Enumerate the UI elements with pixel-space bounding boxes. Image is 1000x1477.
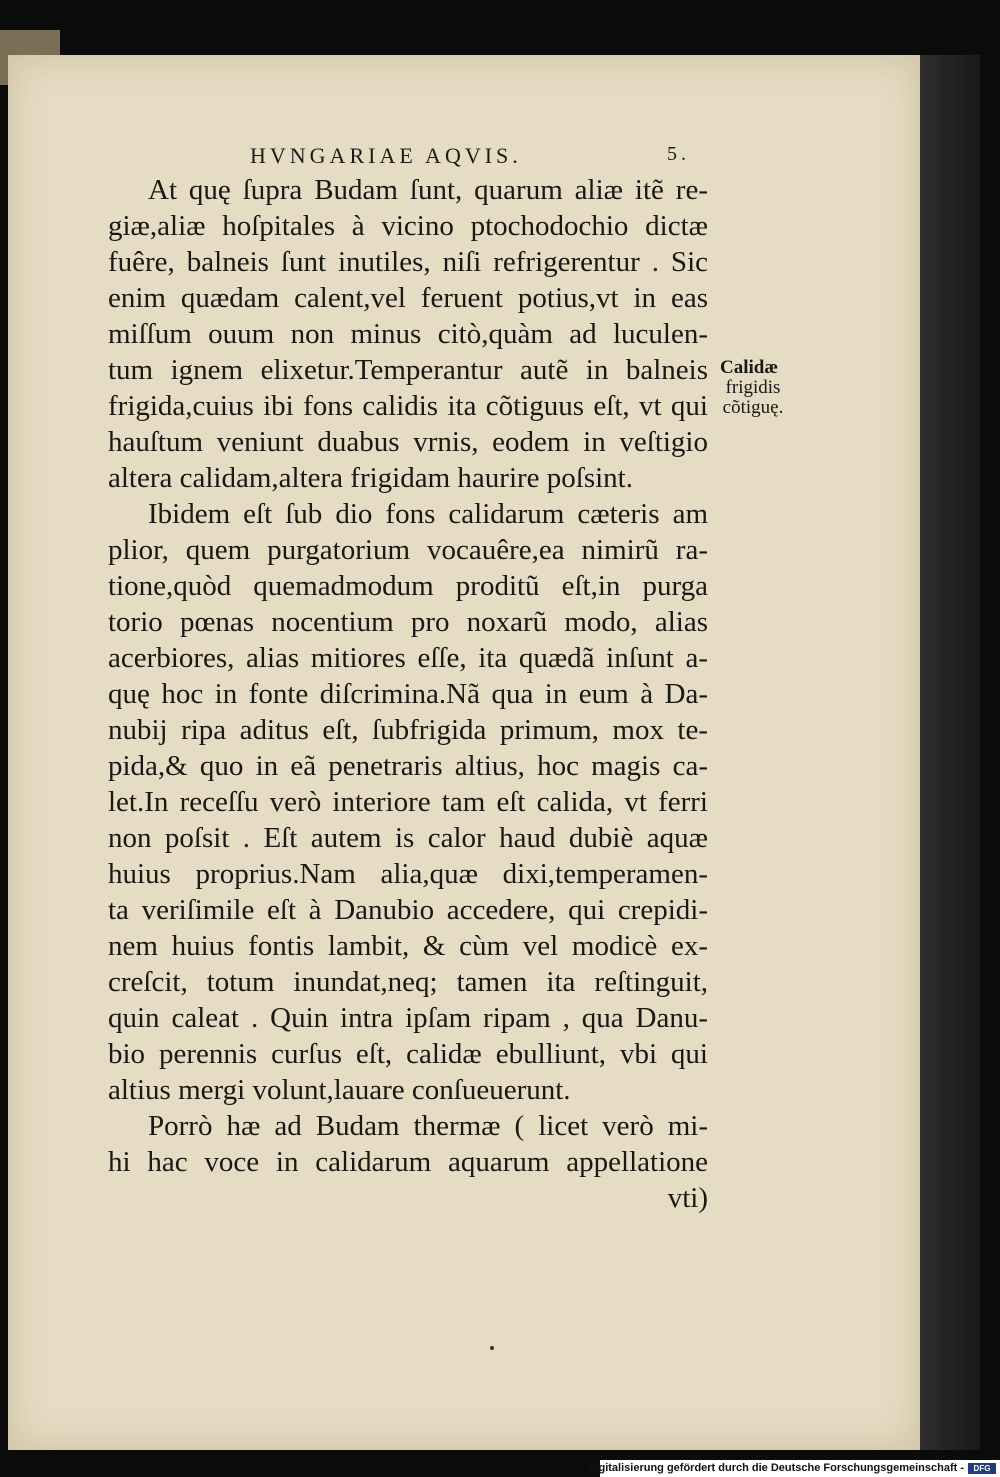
- text-line: torio pœnas nocentium pro noxarũ modo, alias: [108, 606, 708, 638]
- body-text: [108, 172, 708, 1216]
- text-line: Porrò hæ ad Budam thermæ ( licet verò mi-: [148, 1110, 708, 1142]
- text-line: altera calidam,altera frigidam haurire poſsint.: [108, 462, 633, 494]
- marginal-note: [708, 358, 798, 418]
- text-line: giæ,aliæ hoſpitales à vicino ptochodochio dictæ: [108, 210, 708, 242]
- text-line: plior, quem purgatorium vocauêre,ea nimirũ ra-: [108, 534, 708, 566]
- text-line: hi hac voce in calidarum aquarum appellatione: [108, 1146, 708, 1178]
- text-line: enim quædam calent,vel feruent potius,vt in eas: [108, 282, 708, 314]
- digitization-footer: [587, 1460, 1000, 1477]
- text-line: quę hoc in fonte diſcrimina.Nã qua in eum à Da-: [108, 678, 708, 710]
- page-edge-shadow: [920, 55, 980, 1450]
- text-line: frigida,cuius ibi fons calidis ita cõtiguus eſt, vt qui: [108, 390, 708, 422]
- text-line: tione,quòd quemadmodum proditũ eſt,in purga: [108, 570, 708, 602]
- text-line: quin caleat . Quin intra ipſam ripam , qua Danu-: [108, 1002, 708, 1034]
- text-line: hauſtum veniunt duabus vrnis, eodem in veſtigio: [108, 426, 708, 458]
- marginal-line: frigidis: [725, 377, 781, 398]
- text-line: acerbiores, alias mitiores eſſe, ita quædã inſunt a-: [108, 642, 708, 674]
- page-header: [250, 143, 690, 173]
- running-title: HVNGARIAE AQVIS.: [250, 143, 522, 168]
- text-line: nubij ripa aditus eſt, ſubfrigida primum, mox te-: [108, 714, 708, 746]
- text-line: creſcit, totum inundat,neq; tamen ita reſtinguit,: [108, 966, 708, 998]
- marginal-line: cõtiguę.: [722, 397, 784, 418]
- text-line: altius mergi volunt,lauare conſueuerunt.: [108, 1074, 571, 1106]
- page-number: 5.: [667, 143, 690, 165]
- text-line: nem huius fontis lambit, & cùm vel modicè ex-: [108, 930, 708, 962]
- marginal-line: Calidæ: [720, 357, 779, 378]
- text-line: ta veriſimile eſt à Danubio accedere, qui crepidi-: [108, 894, 708, 926]
- text-line: fuêre, balneis ſunt inutiles, niſi refrigerentur . Sic: [108, 246, 708, 278]
- text-line: tum ignem elixetur.Temperantur autẽ in balneis: [108, 354, 708, 386]
- text-line: pida,& quo in eã penetraris altius, hoc magis ca-: [108, 750, 708, 782]
- text-line: non poſsit . Eſt autem is calor haud dubiè aquæ: [108, 822, 708, 854]
- text-line: let.In receſſu verò interiore tam eſt calida, vt ferri: [108, 786, 708, 818]
- text-line: huius proprius.Nam alia,quæ dixi,temperamen-: [108, 858, 708, 890]
- funding-credit: Digitalisierung gefördert durch die Deutsche Forschungsgemeinschaft -: [587, 1462, 964, 1474]
- dfg-logo-icon: DFG: [968, 1463, 996, 1474]
- catchword: vti): [667, 1182, 708, 1214]
- text-line: Ibidem eſt ſub dio fons calidarum cæteris am: [148, 498, 708, 530]
- text-line: At quę ſupra Budam ſunt, quarum aliæ itẽ re-: [148, 174, 708, 206]
- text-line: miſſum ouum non minus citò,quàm ad luculen-: [108, 318, 708, 350]
- print-mark: [490, 1346, 494, 1350]
- text-line: bio perennis curſus eſt, calidæ ebulliunt, vbi qui: [108, 1038, 708, 1070]
